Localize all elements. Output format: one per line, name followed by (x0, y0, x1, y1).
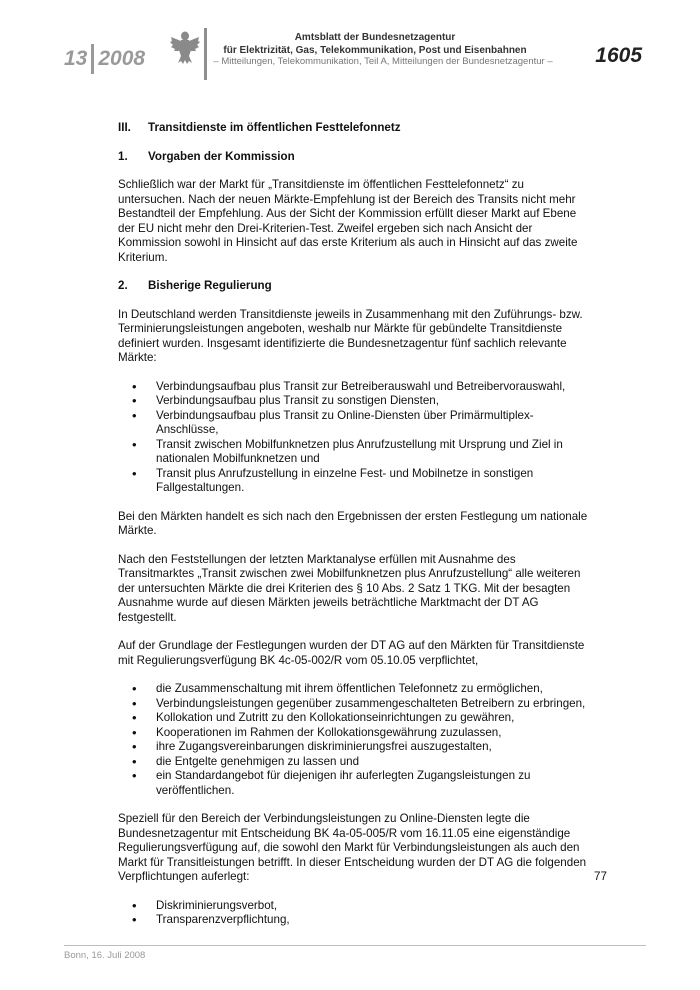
list-item: • Verbindungsaufbau plus Transit zu sonstigen Diensten, (118, 394, 592, 409)
paragraph: Auf der Grundlage der Festlegungen wurden der DT AG auf den Märkten für Transitdienste mit Regulierungsverfügung BK 4c-05-002/R vom 05.10.05 verpflichtet, (118, 639, 585, 667)
list-item: • Kooperationen im Rahmen der Kollokationsgewährung zuzulassen, (118, 726, 592, 741)
issue-number: 13 (64, 47, 88, 70)
section-heading-main (118, 121, 592, 136)
paragraph: Schließlich war der Markt für „Transitdienste im öffentlichen Festtelefonnetz“ zu untersuchen. Nach der neuen Märkte-Empfehlung ist der Bereich des Transits nicht mehr Bestandteil der Empfehlung. Aus der Sicht der Kommission erfüllt dieser Markt auf Ebene der EU nicht mehr den Drei-Kriterien-Test. Zweifel ergeben sich nach Ansicht der Kommission sowohl in Hinsicht auf das erste Kriterium als auch in Hinsicht auf das zweite Kriterium. (118, 178, 578, 264)
list-item: • Transit plus Anrufzustellung in einzelne Fest- und Mobilnetze in sonstigen Fallgestaltungen. (118, 467, 592, 496)
list-item: • die Zusammenschaltung mit ihrem öffentlichen Telefonnetz zu ermöglichen, (118, 682, 592, 697)
gazette-subtitle: – Mitteilungen, Telekommunikation, Teil A, Mitteilungen der Bundesnetzagentur – (213, 56, 553, 67)
gazette-title (215, 31, 535, 57)
header-divider (204, 28, 207, 80)
section-number: III. (118, 121, 131, 134)
subsection-heading-1 (118, 150, 592, 165)
list-item: • Kollokation und Zutritt zu den Kollokationseinrichtungen zu gewähren, (118, 711, 592, 726)
gazette-title-line2: für Elektrizität, Gas, Telekommunikation, Post und Eisenbahnen (223, 45, 527, 56)
list-item: • Diskriminierungsverbot, (118, 899, 592, 914)
section-title: Transitdienste im öffentlichen Festtelefonnetz (148, 121, 401, 134)
paragraph: Speziell für den Bereich der Verbindungsleistungen zu Online-Diensten legte die Bundesnetzagentur mit Entscheidung BK 4a-05-005/R vom 16.11.05 eine eigenständige Regulierungsverfügung auf, die sowohl den Markt für Verbindungsleistungen als auch den Markt für Transitleistungen betrifft. In dieser Entscheidung wurden der DT AG die folgenden Verpflichtungen auferlegt: (118, 812, 587, 883)
bullet-list-duties (118, 899, 592, 928)
footer-divider (64, 945, 646, 946)
federal-eagle-icon (170, 28, 200, 66)
subsection-number: 1. (118, 149, 128, 163)
header-page-number: 1605 (595, 44, 642, 67)
subsection-heading-2 (118, 279, 592, 294)
list-item: • ein Standardangebot für diejenigen ihr auferlegten Zugangsleistungen zu veröffentlichen. (118, 769, 592, 798)
list-item: • Transparenzverpflichtung, (118, 913, 592, 928)
list-item: • Verbindungsaufbau plus Transit zu Online-Diensten über Primärmultiplex-Anschlüsse, (118, 409, 592, 438)
list-item: • Verbindungsaufbau plus Transit zur Betreiberauswahl und Betreibervorauswahl, (118, 380, 592, 395)
gazette-title-line1: Amtsblatt der Bundesnetzagentur (294, 32, 456, 43)
paragraph: Bei den Märkten handelt es sich nach den Ergebnissen der ersten Festlegung um nationale Märkte. (118, 509, 588, 537)
list-item: • ihre Zugangsvereinbarungen diskriminierungsfrei auszugestalten, (118, 740, 592, 755)
paragraph: In Deutschland werden Transitdienste jeweils in Zusammenhang mit den Zuführungs- bzw. Terminierungsleistungen angeboten, weshalb nur Märkte für gebündelte Transitdienste definiert wurden. Insgesamt identifizierte die Bundesnetzagentur fünf sachlich relevante Märkte: (118, 307, 583, 364)
list-item: • Transit zwischen Mobilfunknetzen plus Anrufzustellung mit Ursprung und Ziel in nationalen Mobilfunknetzen und (118, 438, 592, 467)
footer-date: Bonn, 16. Juli 2008 (64, 950, 146, 961)
bullet-list-markets (118, 380, 592, 496)
issue-label (64, 44, 145, 74)
subsection-title: Vorgaben der Kommission (148, 149, 295, 163)
issue-separator (91, 44, 94, 74)
document-body (118, 121, 592, 942)
list-item: • die Entgelte genehmigen zu lassen und (118, 755, 592, 770)
bullet-list-obligations (118, 682, 592, 798)
subsection-number: 2. (118, 279, 128, 292)
list-item: • Verbindungsleistungen gegenüber zusammengeschalteten Betreibern zu erbringen, (118, 697, 592, 712)
page-number: 77 (594, 870, 607, 883)
paragraph: Nach den Feststellungen der letzten Marktanalyse erfüllen mit Ausnahme des Transitmarktes „Transit zwischen zwei Mobilfunknetzen plus Anrufzustellung“ alle weiteren der untersuchten Märkte die drei Kriterien des § 10 Abs. 2 Satz 1 TKG. Mit der besagten Ausnahme wurde auf diesen Märkten jeweils beträchtliche Marktmacht der DT AG festgestellt. (118, 552, 581, 624)
subsection-title: Bisherige Regulierung (148, 279, 272, 292)
issue-year: 2008 (98, 47, 146, 70)
